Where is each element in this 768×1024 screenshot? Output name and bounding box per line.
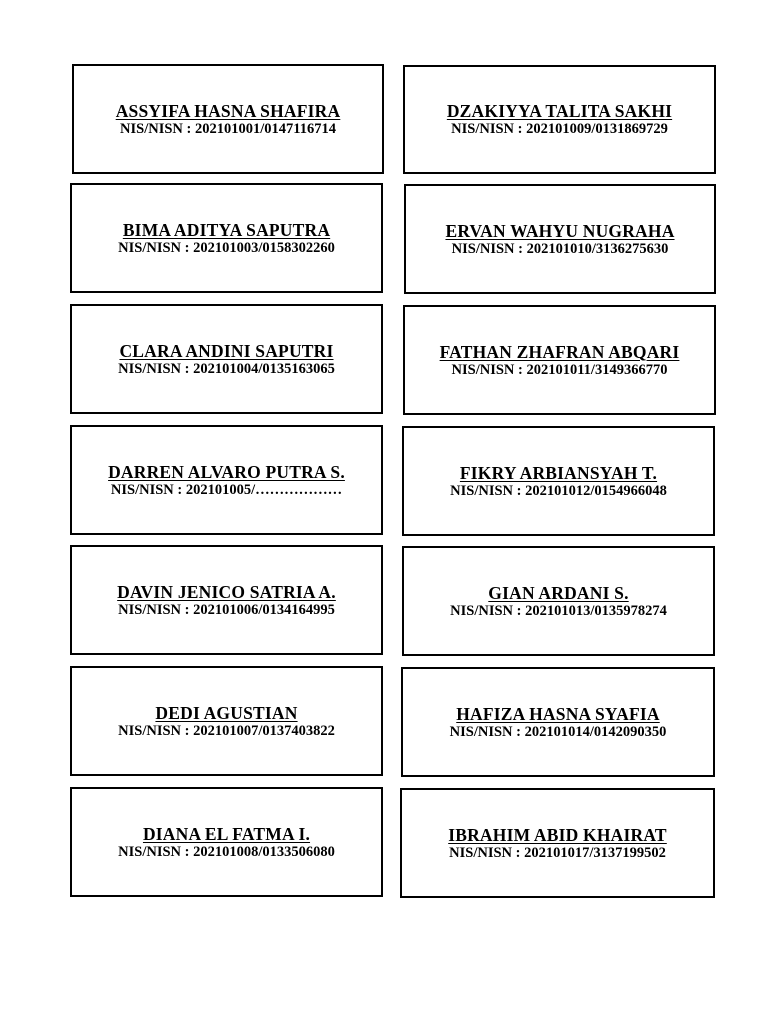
student-card xyxy=(402,546,715,656)
student-name: FATHAN ZHAFRAN ABQARI xyxy=(439,341,680,362)
student-nis-line xyxy=(118,361,335,378)
nis-value: 202101017/3137199502 xyxy=(524,844,666,861)
student-card xyxy=(70,183,383,293)
student-nis-line xyxy=(450,724,667,741)
student-card xyxy=(402,426,715,536)
nis-value: 202101011/3149366770 xyxy=(526,361,668,378)
nis-value: 202101006/0134164995 xyxy=(193,601,335,618)
nis-value: 202101009/0131869729 xyxy=(526,121,668,137)
student-card xyxy=(70,787,383,897)
student-card xyxy=(401,667,715,777)
student-card xyxy=(70,666,383,776)
student-name: HAFIZA HASNA SYAFIA xyxy=(456,703,660,724)
nis-value: 202101012/0154966048 xyxy=(525,482,667,499)
student-name: CLARA ANDINI SAPUTRI xyxy=(119,340,334,361)
student-nis-line xyxy=(111,482,342,499)
nis-label: NIS/NISN : xyxy=(118,843,194,860)
nis-label: NIS/NISN : xyxy=(450,602,526,619)
student-card xyxy=(70,545,383,655)
student-card xyxy=(70,304,383,414)
nis-value: 202101014/0142090350 xyxy=(524,723,667,740)
nis-value: 202101004/0135163065 xyxy=(193,360,335,377)
student-card xyxy=(403,305,716,415)
nis-label: NIS/NISN : xyxy=(451,121,527,137)
student-card xyxy=(70,425,383,535)
nis-value: 202101008/0133506080 xyxy=(193,843,335,860)
student-nis-line xyxy=(452,241,669,258)
nis-label: NIS/NISN : xyxy=(451,361,527,378)
student-name: DARREN ALVARO PUTRA S. xyxy=(108,461,345,482)
student-card xyxy=(404,184,716,294)
student-nis-line xyxy=(449,845,666,862)
student-name: DAVIN JENICO SATRIA A. xyxy=(117,581,336,602)
nis-label: NIS/NISN : xyxy=(118,601,194,618)
nis-value: 202101013/0135978274 xyxy=(525,602,667,619)
student-nis-line xyxy=(451,121,668,138)
student-nis-line xyxy=(450,603,667,620)
student-name: BIMA ADITYA SAPUTRA xyxy=(122,219,331,240)
nis-label: NIS/NISN : xyxy=(118,360,194,377)
student-name: DEDI AGUSTIAN xyxy=(155,702,298,723)
student-nis-line xyxy=(118,240,335,257)
nis-value: 202101001/0147116714 xyxy=(194,120,336,137)
nis-label: NIS/NISN : xyxy=(110,481,186,498)
nis-value: 202101010/3136275630 xyxy=(526,240,669,257)
nis-value: 202101005/……………… xyxy=(185,481,343,498)
student-nis-line xyxy=(118,844,335,861)
student-card xyxy=(72,64,384,174)
nis-label: NIS/NISN : xyxy=(450,482,526,499)
student-name: ASSYIFA HASNA SHAFIRA xyxy=(115,100,341,121)
student-nis-line xyxy=(450,483,667,500)
student-name: ERVAN WAHYU NUGRAHA xyxy=(445,220,675,241)
student-name: FIKRY ARBIANSYAH T. xyxy=(459,462,658,483)
nis-label: NIS/NISN : xyxy=(118,722,194,739)
nis-label: NIS/NISN : xyxy=(118,239,194,256)
student-name: IBRAHIM ABID KHAIRAT xyxy=(448,824,667,845)
nis-label: NIS/NISN : xyxy=(449,723,525,740)
student-name: DIANA EL FATMA I. xyxy=(142,823,311,844)
student-card xyxy=(400,788,715,898)
student-nis-line xyxy=(120,121,336,138)
nis-label: NIS/NISN : xyxy=(451,240,527,257)
student-card xyxy=(403,65,716,174)
nis-value: 202101007/0137403822 xyxy=(193,722,335,739)
student-name: DZAKIYYA TALITA SAKHI xyxy=(446,101,673,121)
student-nis-line xyxy=(118,602,335,619)
nis-label: NIS/NISN : xyxy=(120,120,195,137)
student-nis-line xyxy=(118,723,335,740)
student-nis-line xyxy=(452,362,668,379)
nis-label: NIS/NISN : xyxy=(449,844,525,861)
nis-value: 202101003/0158302260 xyxy=(193,239,335,256)
student-name: GIAN ARDANI S. xyxy=(488,582,629,603)
